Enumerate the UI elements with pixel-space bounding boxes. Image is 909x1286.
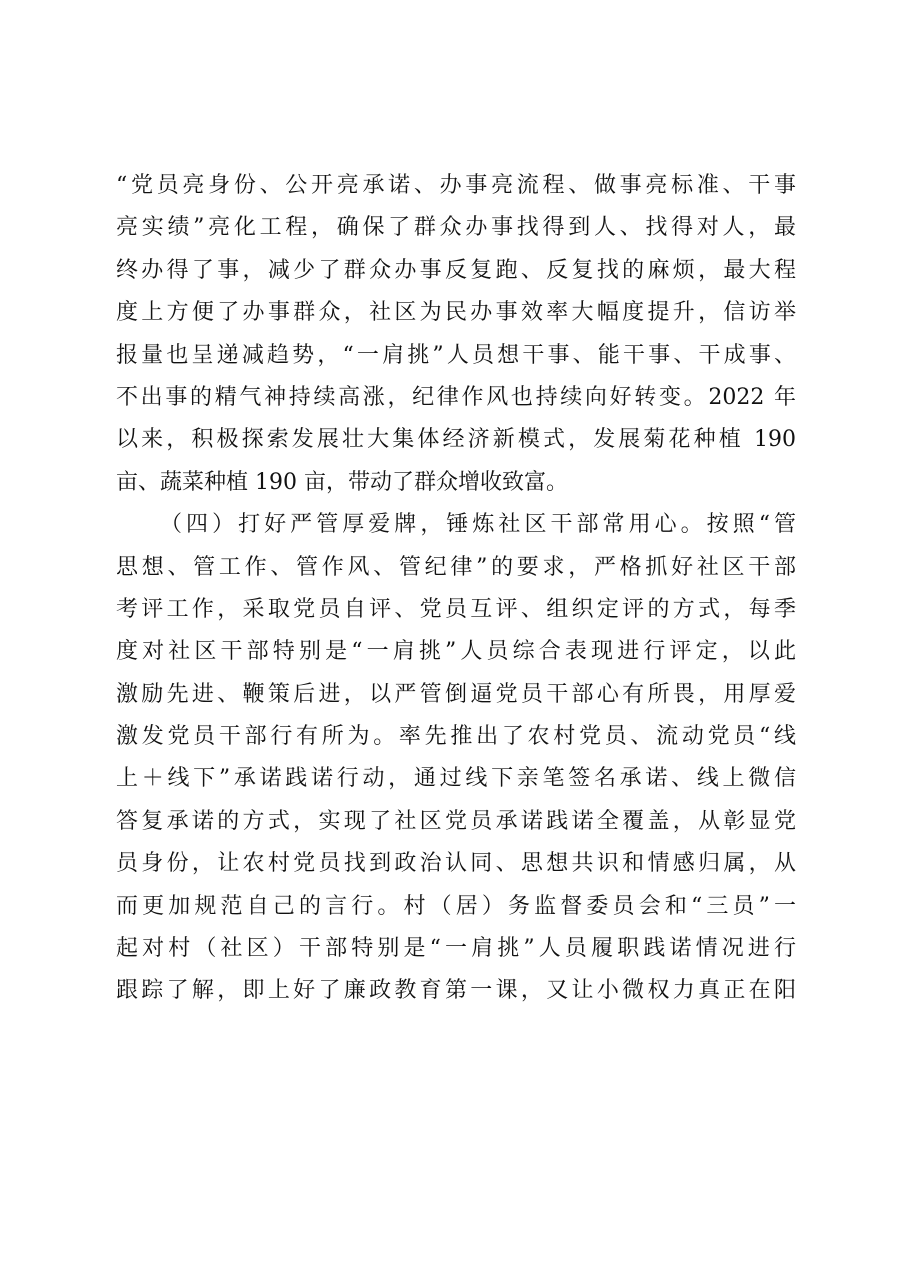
text-line: 起对村（社区）干部特别是“一肩挑”人员履职践诺情况进行 [116,936,796,962]
document-body [116,165,796,1013]
text-line: 答复承诺的方式，实现了社区党员承诺践诺全覆盖，从彰显党 [116,808,796,834]
text-line: 而更加规范自己的言行。村（居）务监督委员会和“三员”一 [116,893,796,919]
text-line: 终办得了事，减少了群众办事反复跑、反复找的麻烦，最大程 [116,257,796,283]
text-line: 不出事的精气神持续高涨，纪律作风也持续向好转变。2022 年 [116,384,796,410]
text-line: 员身份，让农村党员找到政治认同、思想共识和情感归属，从 [116,851,796,877]
text-line: 度上方便了办事群众，社区为民办事效率大幅度提升，信访举 [116,300,796,326]
text-line: 上＋线下”承诺践诺行动，通过线下亲笔签名承诺、线上微信 [116,766,796,792]
text-line: 度对社区干部特别是“一肩挑”人员综合表现进行评定，以此 [116,639,796,665]
text-line: 以来，积极探索发展壮大集体经济新模式，发展菊花种植 190 [116,427,796,453]
text-line: 思想、管工作、管作风、管纪律”的要求，严格抓好社区干部 [116,554,796,580]
text-line: “党员亮身份、公开亮承诺、办事亮流程、做事亮标准、干事 [116,173,796,198]
text-line: 跟踪了解，即上好了廉政教育第一课，又让小微权力真正在阳 [116,978,796,1004]
text-line: 亮实绩”亮化工程，确保了群众办事找得到人、找得对人，最 [116,215,796,241]
text-line: （四）打好严管厚爱牌，锤炼社区干部常用心。按照“管 [160,512,796,538]
text-line: 亩、蔬菜种植 190 亩，带动了群众增收致富。 [116,469,568,495]
text-line: 考评工作，采取党员自评、党员互评、组织定评的方式，每季 [116,596,796,622]
text-line: 报量也呈递减趋势，“一肩挑”人员想干事、能干事、干成事、 [116,342,796,368]
paragraph-1 [116,165,796,504]
text-line: 激发党员干部行有所为。率先推出了农村党员、流动党员“线 [116,724,796,750]
paragraph-2 [116,504,796,1013]
text-line: 激励先进、鞭策后进，以严管倒逼党员干部心有所畏，用厚爱 [116,681,796,707]
